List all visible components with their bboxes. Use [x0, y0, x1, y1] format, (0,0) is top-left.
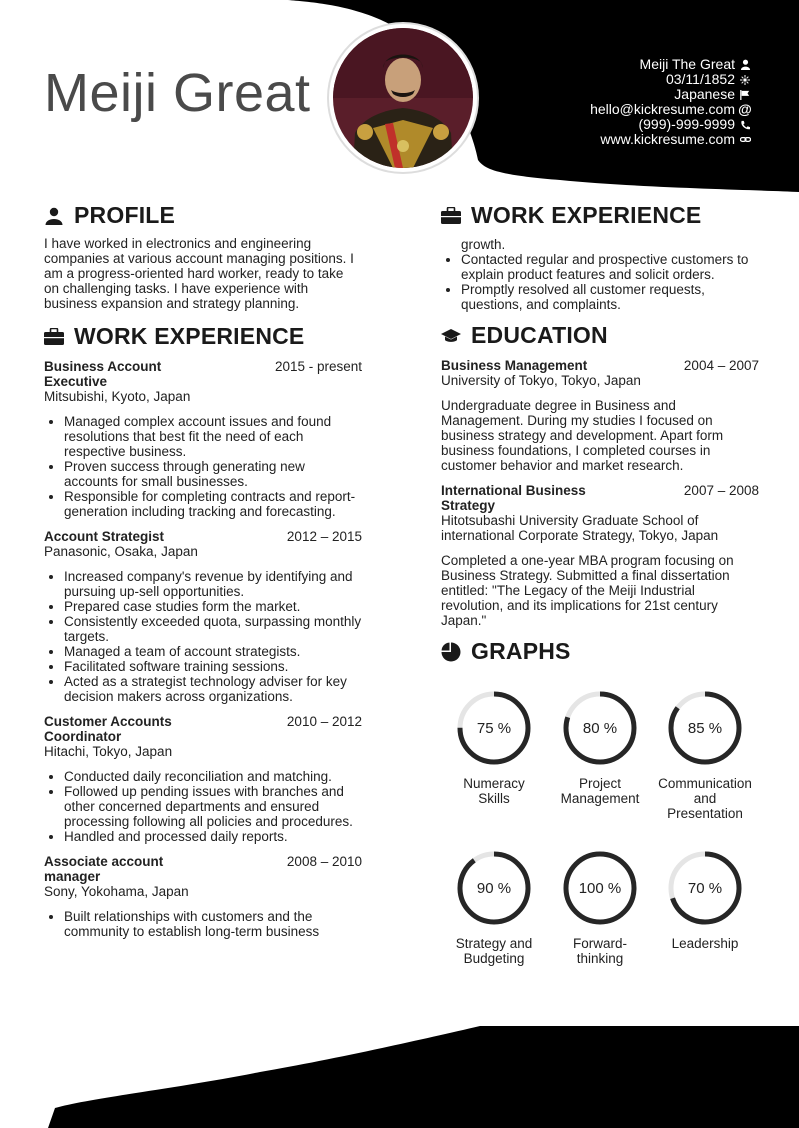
list-item: • Consistently exceeded quota, surpassing monthly targets. [64, 614, 362, 644]
education-entry [441, 358, 759, 473]
skill-graph [439, 850, 549, 966]
skill-graph [545, 850, 655, 966]
skill-percent: 90 % [476, 879, 512, 897]
phone-icon [739, 119, 751, 131]
degree-title: International Business Strategy [441, 483, 586, 513]
work-experience-continued-heading: WORK EXPERIENCE [441, 202, 759, 229]
job-title: Business Account Executive [44, 359, 162, 389]
job-entry [44, 529, 362, 704]
flag-icon [739, 89, 751, 101]
work-experience-heading: WORK EXPERIENCE [44, 323, 362, 350]
job-company: Panasonic, Osaka, Japan [44, 544, 198, 559]
skill-percent: 80 % [582, 719, 618, 737]
job-company: Hitachi, Tokyo, Japan [44, 744, 173, 759]
list-item: • Responsible for completing contracts and report-generation including tracking and forecasting. [64, 489, 362, 519]
education-description: Undergraduate degree in Business and Management. During my studies I focused on business strategy and development. Apart form business foundations, I completed courses in customer behavior and market research. [441, 398, 724, 473]
contact-birthdate: 03/11/1852 [590, 72, 751, 87]
at-icon: @ [738, 101, 752, 117]
skill-percent: 85 % [687, 719, 723, 737]
graphs-heading: GRAPHS [441, 638, 759, 665]
right-column [441, 202, 759, 665]
job-date: 2012 – 2015 [286, 529, 362, 544]
education-description: Completed a one-year MBA program focusing on Business Strategy. Submitted a final dissertation entitled: "The Legacy of the Meiji Industrial revolution, and its implications for 21st century Japan." [441, 553, 734, 628]
skill-label: Leadership [671, 936, 739, 951]
list-item: • Prepared case studies form the market. [64, 599, 362, 614]
job-date: 2010 – 2012 [286, 714, 362, 729]
list-item: • Promptly resolved all customer requests, questions, and complaints. [461, 282, 759, 312]
job-entry [44, 359, 362, 519]
education-date: 2004 – 2007 [683, 358, 759, 373]
person-icon [44, 206, 64, 226]
job-title: Account Strategist [44, 529, 165, 544]
skill-percent: 100 % [578, 879, 622, 897]
skill-graph [650, 690, 760, 821]
list-item: • Managed complex account issues and found resolutions that best fit the need of each respective business. [64, 414, 362, 459]
list-item: • Proven success through generating new accounts for small businesses. [64, 459, 362, 489]
job-company: Sony, Yokohama, Japan [44, 884, 189, 899]
job-title: Customer Accounts Coordinator [44, 714, 172, 744]
skill-label: Project Management [560, 776, 640, 806]
footer-black-shape [48, 1026, 799, 1128]
contact-phone[interactable]: (999)-999-9999 [590, 117, 751, 132]
list-item: • Facilitated software training sessions. [64, 659, 362, 674]
list-item: • Built relationships with customers and the community to establish long-term business [64, 909, 362, 939]
education-entry [441, 483, 759, 628]
job-title: Associate account manager [44, 854, 164, 884]
graduation-cap-icon [441, 326, 461, 346]
skill-label: Strategy and Budgeting [455, 936, 533, 966]
skill-label: Communication and Presentation [658, 776, 752, 821]
contact-website[interactable]: www.kickresume.com [590, 132, 751, 147]
list-item: • Conducted daily reconciliation and matching. [64, 769, 362, 784]
list-item: • Followed up pending issues with branches and other concerned departments and ensured processing following all policies and procedures. [64, 784, 362, 829]
list-item: • Handled and processed daily reports. [64, 829, 362, 844]
skill-label: Numeracy Skills [463, 776, 525, 806]
job-date: 2015 - present [274, 359, 362, 374]
briefcase-icon [441, 206, 461, 226]
skill-graph [439, 690, 549, 806]
work-continued: growth. [461, 237, 506, 252]
list-item: • Contacted regular and prospective customers to explain product features and solicit orders. [461, 252, 759, 282]
contact-email[interactable]: hello@kickresume.com @ [590, 101, 752, 117]
job-company: Mitsubishi, Kyoto, Japan [44, 389, 191, 404]
job-bullets [44, 569, 362, 704]
job-bullets [44, 414, 362, 519]
school-name: Hitotsubashi University Graduate School of international Corporate Strategy, Tokyo, Japan [441, 513, 719, 543]
skill-graph [545, 690, 655, 806]
list-item: • Managed a team of account strategists. [64, 644, 362, 659]
skill-percent: 70 % [687, 879, 723, 897]
job-date: 2008 – 2010 [286, 854, 362, 869]
job-bullets-continued [441, 252, 759, 312]
left-column [44, 202, 362, 949]
degree-title: Business Management [441, 358, 588, 373]
contact-block [590, 57, 751, 147]
profile-heading: PROFILE [44, 202, 362, 229]
profile-photo [329, 24, 477, 172]
pie-chart-icon [441, 642, 461, 662]
contact-name: Meiji The Great [590, 57, 751, 72]
profile-text: I have worked in electronics and engineering companies at various account managing positions. I am a progress-oriented hard worker, ready to take on challenging tasks. I have experience with business expansion and strategy planning. [44, 236, 354, 311]
candidate-name: Meiji Great [44, 63, 311, 123]
list-item: • Acted as a strategist technology adviser for key decision makers across organizations. [64, 674, 362, 704]
skill-label: Forward-thinking [572, 936, 627, 966]
job-bullets [44, 769, 362, 844]
briefcase-icon [44, 327, 64, 347]
job-entry [44, 714, 362, 844]
contact-nationality: Japanese [590, 87, 751, 102]
skill-graph [650, 850, 760, 951]
education-heading: EDUCATION [441, 322, 759, 349]
school-name: University of Tokyo, Tokyo, Japan [441, 373, 641, 388]
list-item: • Increased company's revenue by identifying and pursuing up-sell opportunities. [64, 569, 362, 599]
person-icon [739, 59, 751, 71]
job-entry [44, 854, 362, 939]
link-icon [739, 134, 751, 146]
skill-percent: 75 % [476, 719, 512, 737]
education-date: 2007 – 2008 [683, 483, 759, 498]
star-icon [739, 74, 751, 86]
job-bullets [44, 909, 362, 939]
